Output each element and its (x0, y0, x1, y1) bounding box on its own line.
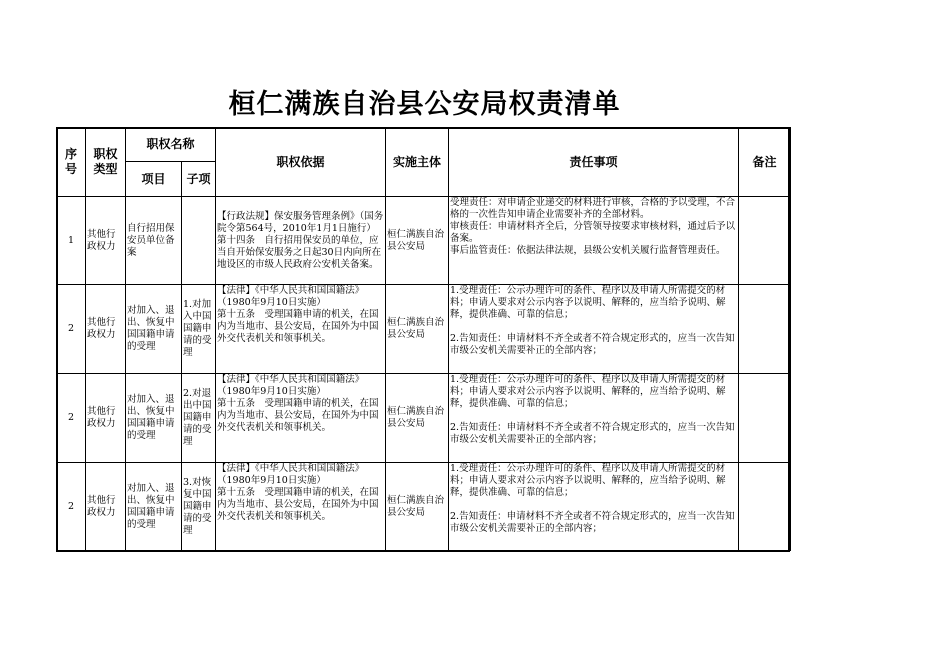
header-duty: 责任事项 (449, 128, 739, 197)
cell-sub: 3.对恢复中国国籍申请的受理 (182, 463, 216, 551)
cell-item: 对加入、退出、恢复中国国籍申请的受理 (126, 463, 182, 551)
header-sub: 子项 (182, 162, 216, 197)
cell-item: 对加入、退出、恢复中国国籍申请的受理 (126, 374, 182, 463)
cell-sub: 2.对退出中国国籍申请的受理 (182, 374, 216, 463)
cell-note (739, 285, 791, 374)
cell-type: 其他行政权力 (86, 197, 126, 285)
cell-note (739, 463, 791, 551)
cell-no: 2 (57, 463, 86, 551)
table-row (57, 374, 791, 463)
header-item: 项目 (126, 162, 182, 197)
cell-duty: 1.受理责任：公示办理许可的条件、程序以及申请人所需提交的材料；申请人要求对公示内容予以说明、解释的，应当给予说明、解释，提供准确、可靠的信息； 2.告知责任：申请材料不齐全或者不符合规定形式的，应当一次告知市级公安机关需要补正的全部内容； (449, 374, 739, 463)
cell-type: 其他行政权力 (86, 285, 126, 374)
cell-duty: 1.受理责任：公示办理许可的条件、程序以及申请人所需提交的材料；申请人要求对公示内容予以说明、解释的，应当给予说明、解释，提供准确、可靠的信息； 2.告知责任：申请材料不齐全或者不符合规定形式的，应当一次告知市级公安机关需要补正的全部内容； (449, 285, 739, 374)
cell-unit: 桓仁满族自治县公安局 (386, 374, 449, 463)
cell-basis: 【行政法规】保安服务管理条例》（国务院令第564号，2010年1月1日施行）第十四条 自行招用保安员的单位，应当自开始保安服务之日起30日内向所在地设区的市级人民政府公安机关备案。 (216, 197, 386, 285)
cell-no: 2 (57, 374, 86, 463)
header-unit: 实施主体 (386, 128, 449, 197)
table-row (57, 463, 791, 551)
cell-sub: 1.对加入中国国籍申请的受理 (182, 285, 216, 374)
cell-basis: 【法律】《中华人民共和国国籍法》（1980年9月10日实施） 第十五条 受理国籍申请的机关，在国内为当地市、县公安局，在国外为中国外交代表机关和领事机关。 (216, 285, 386, 374)
cell-duty: 受理责任：对申请企业递交的材料进行审核，合格的予以受理，不合格的一次性告知申请企业需要补齐的全部材料。 审核责任：申请材料齐全后，分管领导按要求审核材料，通过后予以备案。 事后监管责任：依据法律法规，县级公安机关履行监督管理责任。 (449, 197, 739, 285)
cell-duty: 1.受理责任：公示办理许可的条件、程序以及申请人所需提交的材料；申请人要求对公示内容予以说明、解释的，应当给予说明、解释，提供准确、可靠的信息； 2.告知责任：申请材料不齐全或者不符合规定形式的，应当一次告知市级公安机关需要补正的全部内容； (449, 463, 739, 551)
cell-sub (182, 197, 216, 285)
cell-item: 对加入、退出、恢复中国国籍申请的受理 (126, 285, 182, 374)
header-no: 序 号 (57, 128, 86, 197)
page-title: 桓仁满族自治县公安局权责清单 (228, 89, 621, 120)
cell-no: 1 (57, 197, 86, 285)
cell-unit: 桓仁满族自治县公安局 (386, 197, 449, 285)
cell-basis: 【法律】《中华人民共和国国籍法》（1980年9月10日实施） 第十五条 受理国籍申请的机关，在国内为当地市、县公安局，在国外为中国外交代表机关和领事机关。 (216, 463, 386, 551)
cell-note (739, 374, 791, 463)
cell-basis: 【法律】《中华人民共和国国籍法》（1980年9月10日实施） 第十五条 受理国籍申请的机关，在国内为当地市、县公安局，在国外为中国外交代表机关和领事机关。 (216, 374, 386, 463)
responsibility-table (56, 127, 791, 551)
table-row (57, 197, 791, 285)
header-basis: 职权依据 (216, 128, 386, 197)
cell-type: 其他行政权力 (86, 463, 126, 551)
header-name-group: 职权名称 (126, 128, 216, 162)
cell-item: 自行招用保安员单位备案 (126, 197, 182, 285)
cell-type: 其他行政权力 (86, 374, 126, 463)
cell-unit: 桓仁满族自治县公安局 (386, 285, 449, 374)
header-note: 备注 (739, 128, 791, 197)
cell-note (739, 197, 791, 285)
table-row (57, 285, 791, 374)
cell-unit: 桓仁满族自治县公安局 (386, 463, 449, 551)
header-type: 职权 类型 (86, 128, 126, 197)
cell-no: 2 (57, 285, 86, 374)
